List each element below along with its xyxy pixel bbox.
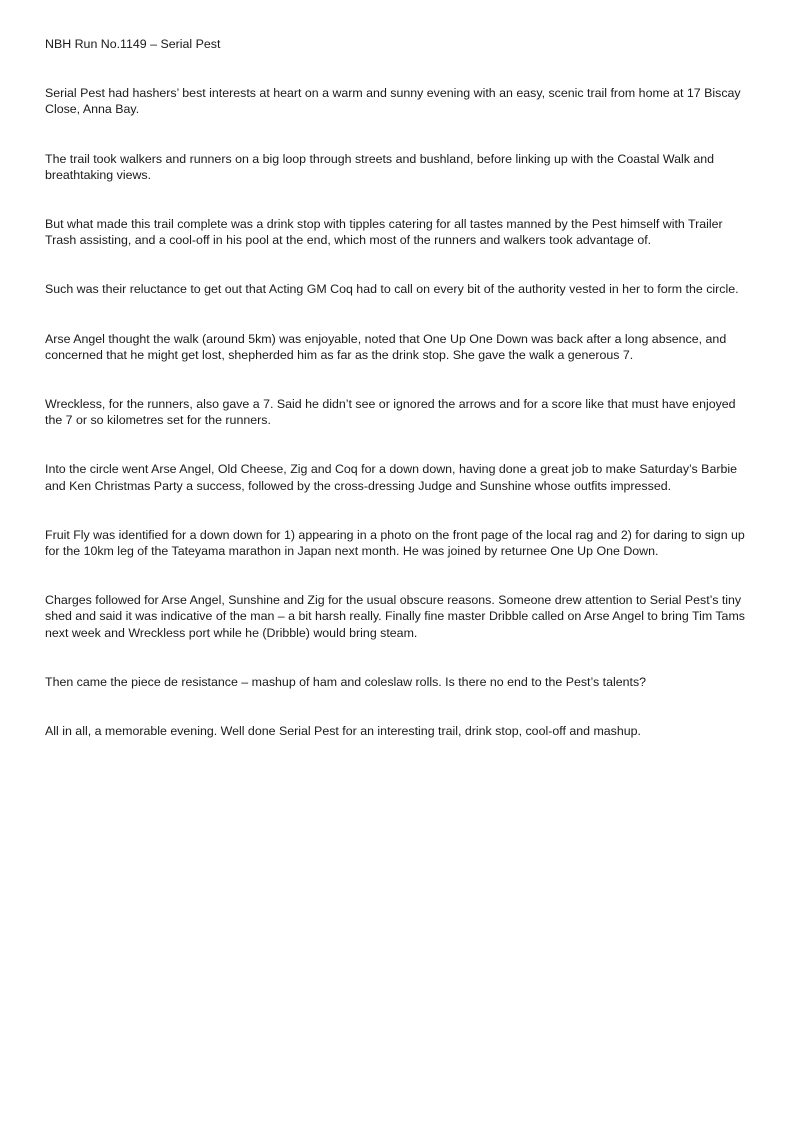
paragraph-trail: The trail took walkers and runners on a big loop through streets and bushland, before linking up with the Coastal Walk and breathtaking views. — [45, 151, 715, 182]
document-page — [45, 36, 755, 772]
paragraph-run-score: Wreckless, for the runners, also gave a 7. Said he didn’t see or ignored the arrows and for a score like that must have enjoyed the 7 or so kilometres set for the runners. — [45, 397, 736, 428]
paragraph-intro: Serial Pest had hashers’ best interests at heart on a warm and sunny evening with an easy, scenic trail from home at 17 Biscay Close, Anna Bay. — [45, 86, 741, 117]
paragraph-charges: Charges followed for Arse Angel, Sunshine and Zig for the usual obscure reasons. Someone drew attention to Serial Pest’s tiny shed and said it was indicative of the man – a bit harsh really. Finally fine master Dribble called on Arse Angel to bring Tim Tams next week and Wreckless port while he (Dribble) would bring steam. — [45, 593, 745, 640]
paragraph-down-downs: Into the circle went Arse Angel, Old Cheese, Zig and Coq for a down down, having done a great job to make Saturday’s Barbie and Ken Christmas Party a success, followed by the cross-dressing Judge and Sunshine whose outfits impressed. — [45, 462, 737, 493]
paragraph-mashup: Then came the piece de resistance – mashup of ham and coleslaw rolls. Is there no end to the Pest’s talents? — [45, 674, 647, 689]
paragraph-drink-stop: But what made this trail complete was a drink stop with tipples catering for all tastes manned by the Pest himself with Trailer Trash assisting, and a cool-off in his pool at the end, which most of the runners and walkers took advantage of. — [45, 217, 723, 248]
paragraph-walk-score: Arse Angel thought the walk (around 5km) was enjoyable, noted that One Up One Down was back after a long absence, and concerned that he might get lost, shepherded him as far as the drink stop. She gave the walk a generous 7. — [45, 331, 727, 362]
paragraph-closing: All in all, a memorable evening. Well done Serial Pest for an interesting trail, drink stop, cool-off and mashup. — [45, 724, 641, 739]
paragraph-fruit-fly: Fruit Fly was identified for a down down for 1) appearing in a photo on the front page of the local rag and 2) for daring to sign up for the 10km leg of the Tateyama marathon in Japan next month. He was joined by returnee One Up One Down. — [45, 527, 745, 559]
paragraph-circle: Such was their reluctance to get out that Acting GM Coq had to call on every bit of the authority vested in her to form the circle. — [45, 282, 739, 297]
document-title: NBH Run No.1149 – Serial Pest — [45, 37, 221, 51]
